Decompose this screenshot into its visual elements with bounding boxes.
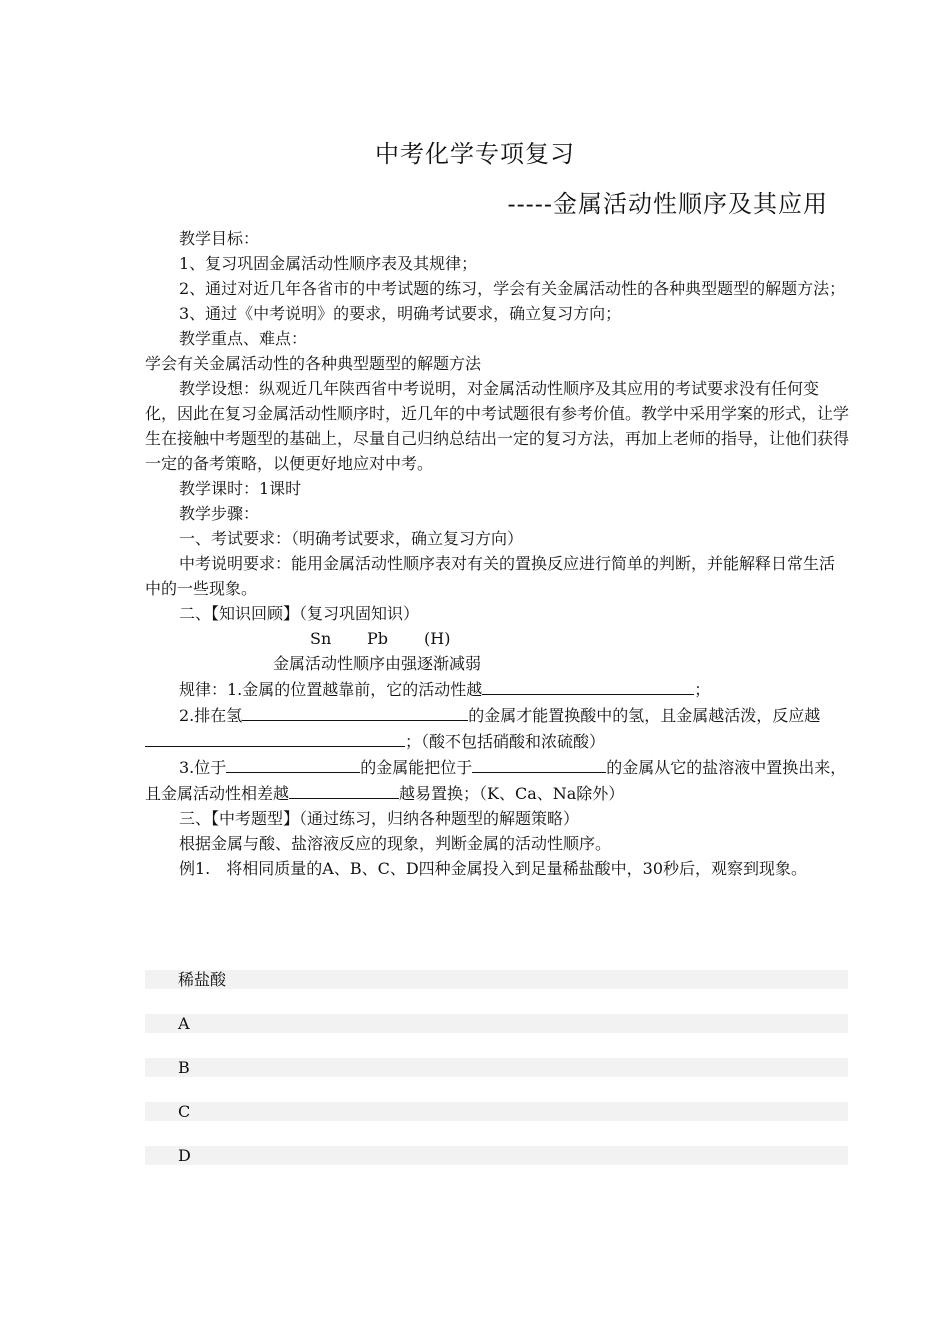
section-3-text: 根据金属与酸、盐溶液反应的现象，判断金属的活动性顺序。: [179, 834, 612, 853]
table-row-label: A: [178, 1014, 190, 1033]
goal-heading: 教学目标：: [179, 229, 260, 248]
rule-2: [145, 702, 849, 754]
section-2-heading: 二、【知识回顾】（复习巩固知识）: [179, 604, 420, 623]
rule-2-blank-2[interactable]: [145, 728, 405, 747]
document-subtitle: -----金属活动性顺序及其应用: [507, 190, 828, 218]
rule-3-text-a: 3.位于: [179, 758, 227, 777]
teaching-hours: 教学课时：1课时: [179, 479, 302, 498]
rule-1-text-b: ；: [694, 680, 711, 699]
rule-1: [145, 676, 849, 702]
table-row: [145, 1146, 848, 1165]
rule-3-text-b: 的金属能把位于: [360, 758, 473, 777]
element-row: [145, 626, 849, 651]
section-3-heading: 三、【中考题型】（通过练习，归纳各种题型的解题策略）: [179, 809, 580, 828]
goal-2: 2、通过对近几年各省市的中考试题的练习，学会有关金属活动性的各种典型题型的解题方法；: [179, 279, 846, 298]
goal-3: 3、通过《中考说明》的要求，明确考试要求，确立复习方向；: [179, 304, 622, 323]
element-sn: Sn: [310, 629, 332, 648]
key-points: 学会有关金属活动性的各种典型题型的解题方法: [145, 354, 482, 373]
rule-2-text-c: ；（酸不包括硝酸和浓硫酸）: [405, 732, 606, 751]
table-row-label: 稀盐酸: [178, 970, 227, 989]
element-h: (H): [424, 629, 451, 648]
rule-3-blank-1[interactable]: [226, 754, 360, 773]
table-row-label: B: [178, 1058, 190, 1077]
table-row: [145, 1102, 848, 1121]
rule-3-text-d: 越易置换；（K、Ca、Na除外）: [399, 784, 625, 803]
section-1-text: 中考说明要求：能用金属活动性顺序表对有关的置换反应进行简单的判断，并能解释日常生活中的一些现象。: [145, 554, 836, 598]
table-row-label: C: [178, 1102, 191, 1121]
key-heading: 教学重点、难点：: [179, 329, 308, 348]
table-row: [145, 970, 848, 989]
rule-2-text-a: 2.排在氢: [179, 706, 243, 725]
rule-2-blank-1[interactable]: [242, 702, 468, 721]
rule-3-blank-2[interactable]: [472, 754, 606, 773]
goal-1: 1、复习巩固金属活动性顺序表及其规律；: [179, 254, 478, 273]
activity-order: 金属活动性顺序由强逐渐减弱: [273, 654, 482, 673]
document-title: 中考化学专项复习: [375, 140, 575, 168]
rule-1-blank[interactable]: [482, 676, 694, 695]
table-row-label: D: [178, 1146, 191, 1165]
table-row: [145, 1014, 848, 1033]
rule-2-text-b: 的金属才能置换酸中的氢，且金属越活泼，反应越: [468, 706, 821, 725]
steps-heading: 教学步骤：: [179, 504, 260, 523]
section-1-heading: 一、考试要求：（明确考试要求，确立复习方向）: [179, 529, 524, 548]
rule-3-blank-3[interactable]: [289, 780, 399, 799]
rule-1-text-a: 规律：1.金属的位置越靠前，它的活动性越: [179, 680, 483, 699]
example-1: 例1. 将相同质量的A、B、C、D四种金属投入到足量稀盐酸中，30秒后，观察到现象。: [179, 859, 808, 878]
rule-3-text-c: 的金属从它的盐溶液中置换出来，且金属活动性相差越: [145, 758, 847, 803]
teaching-design: 教学设想：纵观近几年陕西省中考说明，对金属活动性顺序及其应用的考试要求没有任何变化，因此在复习金属活动性顺序时，近几年的中考试题很有参考价值。教学中采用学案的形式，让学生在接触中考题型的基础上，尽量自己归纳总结出一定的复习方法，再加上老师的指导，让他们获得一定的备考策略，以便更好地应对中考。: [145, 379, 850, 473]
rule-3: [145, 754, 849, 806]
element-pb: Pb: [367, 629, 389, 648]
table-row: [145, 1058, 848, 1077]
document-body: [145, 226, 849, 881]
